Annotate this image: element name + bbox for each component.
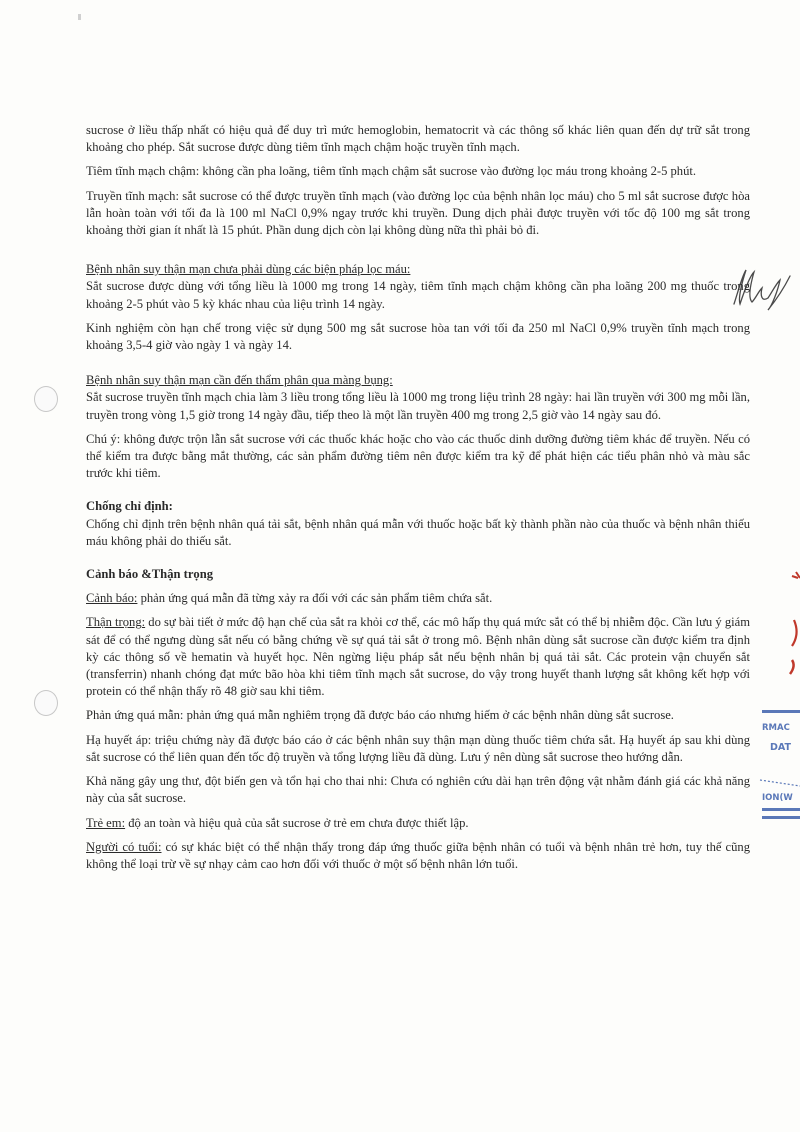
heading-ckd-no-dialysis: Bệnh nhân suy thận mạn chưa phải dùng các biện pháp lọc máu:: [86, 262, 411, 277]
label-caution: Thận trọng:: [86, 615, 146, 630]
paragraph-hypersensitivity: Phản ứng quá mẫn: phản ứng quá mẫn nghiêm trọng đã được báo cáo nhưng hiếm ở các bệnh nhân dùng sắt sucrose.: [86, 708, 674, 723]
paragraph-pd-dose: Sắt sucrose truyền tĩnh mạch chia làm 3 liều trong tổng liều là 1000 mg trong liệu trình 28 ngày: hai lần truyền với 300 mg mỗi lần, truyền trong vòng 1,5 giờ trong 14 ngày đầu, tiếp theo là một lần truyền 400 mg trong 2,5 giờ vào 14 ngày sau đó.: [86, 390, 750, 422]
paragraph-ckd-dose: Sắt sucrose được dùng với tổng liều là 1000 mg trong 14 ngày, tiêm tĩnh mạch chậm không cần pha loãng 200 mg thuốc trong khoảng 2-5 phút vào 5 kỳ khác nhau của liệu trình 14 ngày.: [86, 279, 750, 311]
text-warning: phản ứng quá mẫn đã từng xảy ra đối với các sản phẩm tiêm chứa sắt.: [137, 591, 493, 606]
paragraph-dosing-intro: sucrose ở liều thấp nhất có hiệu quả để duy trì mức hemoglobin, hematocrit và các thông số khác liên quan đến dự trữ sắt trong khoảng cho phép. Sắt sucrose được dùng tiêm tĩnh mạch chậm hoặc truyền tĩnh mạch.: [86, 123, 750, 155]
heading-contraindications: Chống chỉ định:: [86, 499, 173, 514]
label-warning: Cảnh báo:: [86, 591, 138, 606]
paragraph-iv-infusion: Truyền tĩnh mạch: sắt sucrose có thể được truyền tĩnh mạch (vào đường lọc của bệnh nhân lọc máu) cho 5 ml sắt sucrose được hòa lẫn hoàn toàn với tối đa là 100 ml NaCl 0,9% ngay trước khi truyền. Dung dịch phải được truyền với tốc độ 100 mg sắt trong khoảng thời gian ít nhất là 15 phút. Phần dung dịch còn lại không dùng nữa thì phải bỏ đi.: [86, 188, 750, 238]
paragraph-elderly: [86, 839, 750, 873]
paragraph-warning: [86, 590, 750, 607]
paragraph-slow-iv: Tiêm tĩnh mạch chậm: không cần pha loãng, tiêm tĩnh mạch chậm sắt sucrose vào đường lọc máu trong khoảng 2-5 phút.: [86, 164, 697, 179]
paragraph-hypotension: Hạ huyết áp: triệu chứng này đã được báo cáo ở các bệnh nhân suy thận mạn dùng thuốc tiêm chứa sắt. Hạ huyết áp sau khi dùng sắt sucrose có thể liên quan đến tốc độ truyền và tổng lượng liều đã dùng. Lưu ý nên dùng sắt sucrose theo hướng dẫn.: [86, 732, 750, 764]
stamp-text-1: RMAC: [762, 723, 790, 733]
heading-ckd-peritoneal: Bệnh nhân suy thận mạn cần đến thẩm phân qua màng bụng:: [86, 373, 393, 388]
document-body: [86, 122, 750, 880]
paragraph-contraindications: Chống chỉ định trên bệnh nhân quá tải sắt, bệnh nhân quá mẫn với thuốc hoặc bất kỳ thành phần nào của thuốc và bệnh nhân thiếu máu không phải do thiếu sắt.: [86, 516, 750, 548]
text-children: độ an toàn và hiệu quả của sắt sucrose ở trẻ em chưa được thiết lập.: [125, 815, 469, 830]
paragraph-carcinogenicity: Khả năng gây ung thư, đột biến gen và tổn hại cho thai nhi: Chưa có nghiên cứu dài hạn trên động vật nhằm đánh giá các khả năng này của sắt sucrose.: [86, 774, 750, 806]
heading-warnings-precautions: Cảnh báo &Thận trọng: [86, 567, 214, 582]
paragraph-ckd-experience: Kinh nghiệm còn hạn chế trong việc sử dụng 500 mg sắt sucrose hòa tan với tối đa 250 ml NaCl 0,9% truyền tĩnh mạch trong khoảng 3,5-4 giờ vào ngày 1 và ngày 14.: [86, 320, 750, 353]
punch-hole-top: [34, 386, 58, 412]
stamp-text-2: DAT: [770, 742, 791, 753]
paragraph-mixing-note: Chú ý: không được trộn lẫn sắt sucrose với các thuốc khác hoặc cho vào các thuốc dinh dưỡng đường tiêm khác để truyền. Nếu có thể kiểm tra được bằng mắt thường, các sản phẩm đường tiêm nên được kiểm tra kỹ để phát hiện các tiểu phân nhỏ và màu sắc trước khi tiêm.: [86, 431, 750, 481]
official-stamp-fragment: [756, 560, 800, 840]
scan-mark: [78, 14, 81, 20]
label-elderly: Người có tuổi:: [86, 839, 162, 854]
label-children: Trẻ em:: [86, 815, 126, 830]
paragraph-caution: [86, 614, 750, 700]
punch-hole-bottom: [34, 690, 58, 716]
paragraph-children: [86, 815, 750, 832]
text-elderly: có sự khác biệt có thể nhận thấy trong đáp ứng thuốc giữa bệnh nhân có tuổi và bệnh nhân trẻ hơn, tuy thế cũng không thể loại trừ về sự nhạy cảm cao hơn đối với thuốc ở một số bệnh nhân lớn tuổi.: [86, 839, 750, 871]
text-caution: do sự bài tiết ở mức độ hạn chế của sắt ra khỏi cơ thể, các mô hấp thụ quá mức sắt có thể bị nhiễm độc. Cần lưu ý giám sát để có thể ngưng dùng sắt nếu có bằng chứng về sự quá tải sắt ở trong mô. Bệnh nhân dùng sắt sucrose cần được kiểm tra định kỳ các thông số về hematin và huyết học. Nên ngừng liệu pháp sắt nếu bệnh nhân bị quá tải sắt. Các protein vận chuyển sắt (transferrin) nhanh chóng đạt mức bão hòa khi tiêm tĩnh mạch sắt sucrose, do vậy trong huyết thanh lượng sắt không kết hợp với protein có thể nhận thấy rõ 48 giờ sau khi tiêm.: [86, 615, 751, 699]
stamp-text-3: ION(W: [762, 793, 793, 803]
